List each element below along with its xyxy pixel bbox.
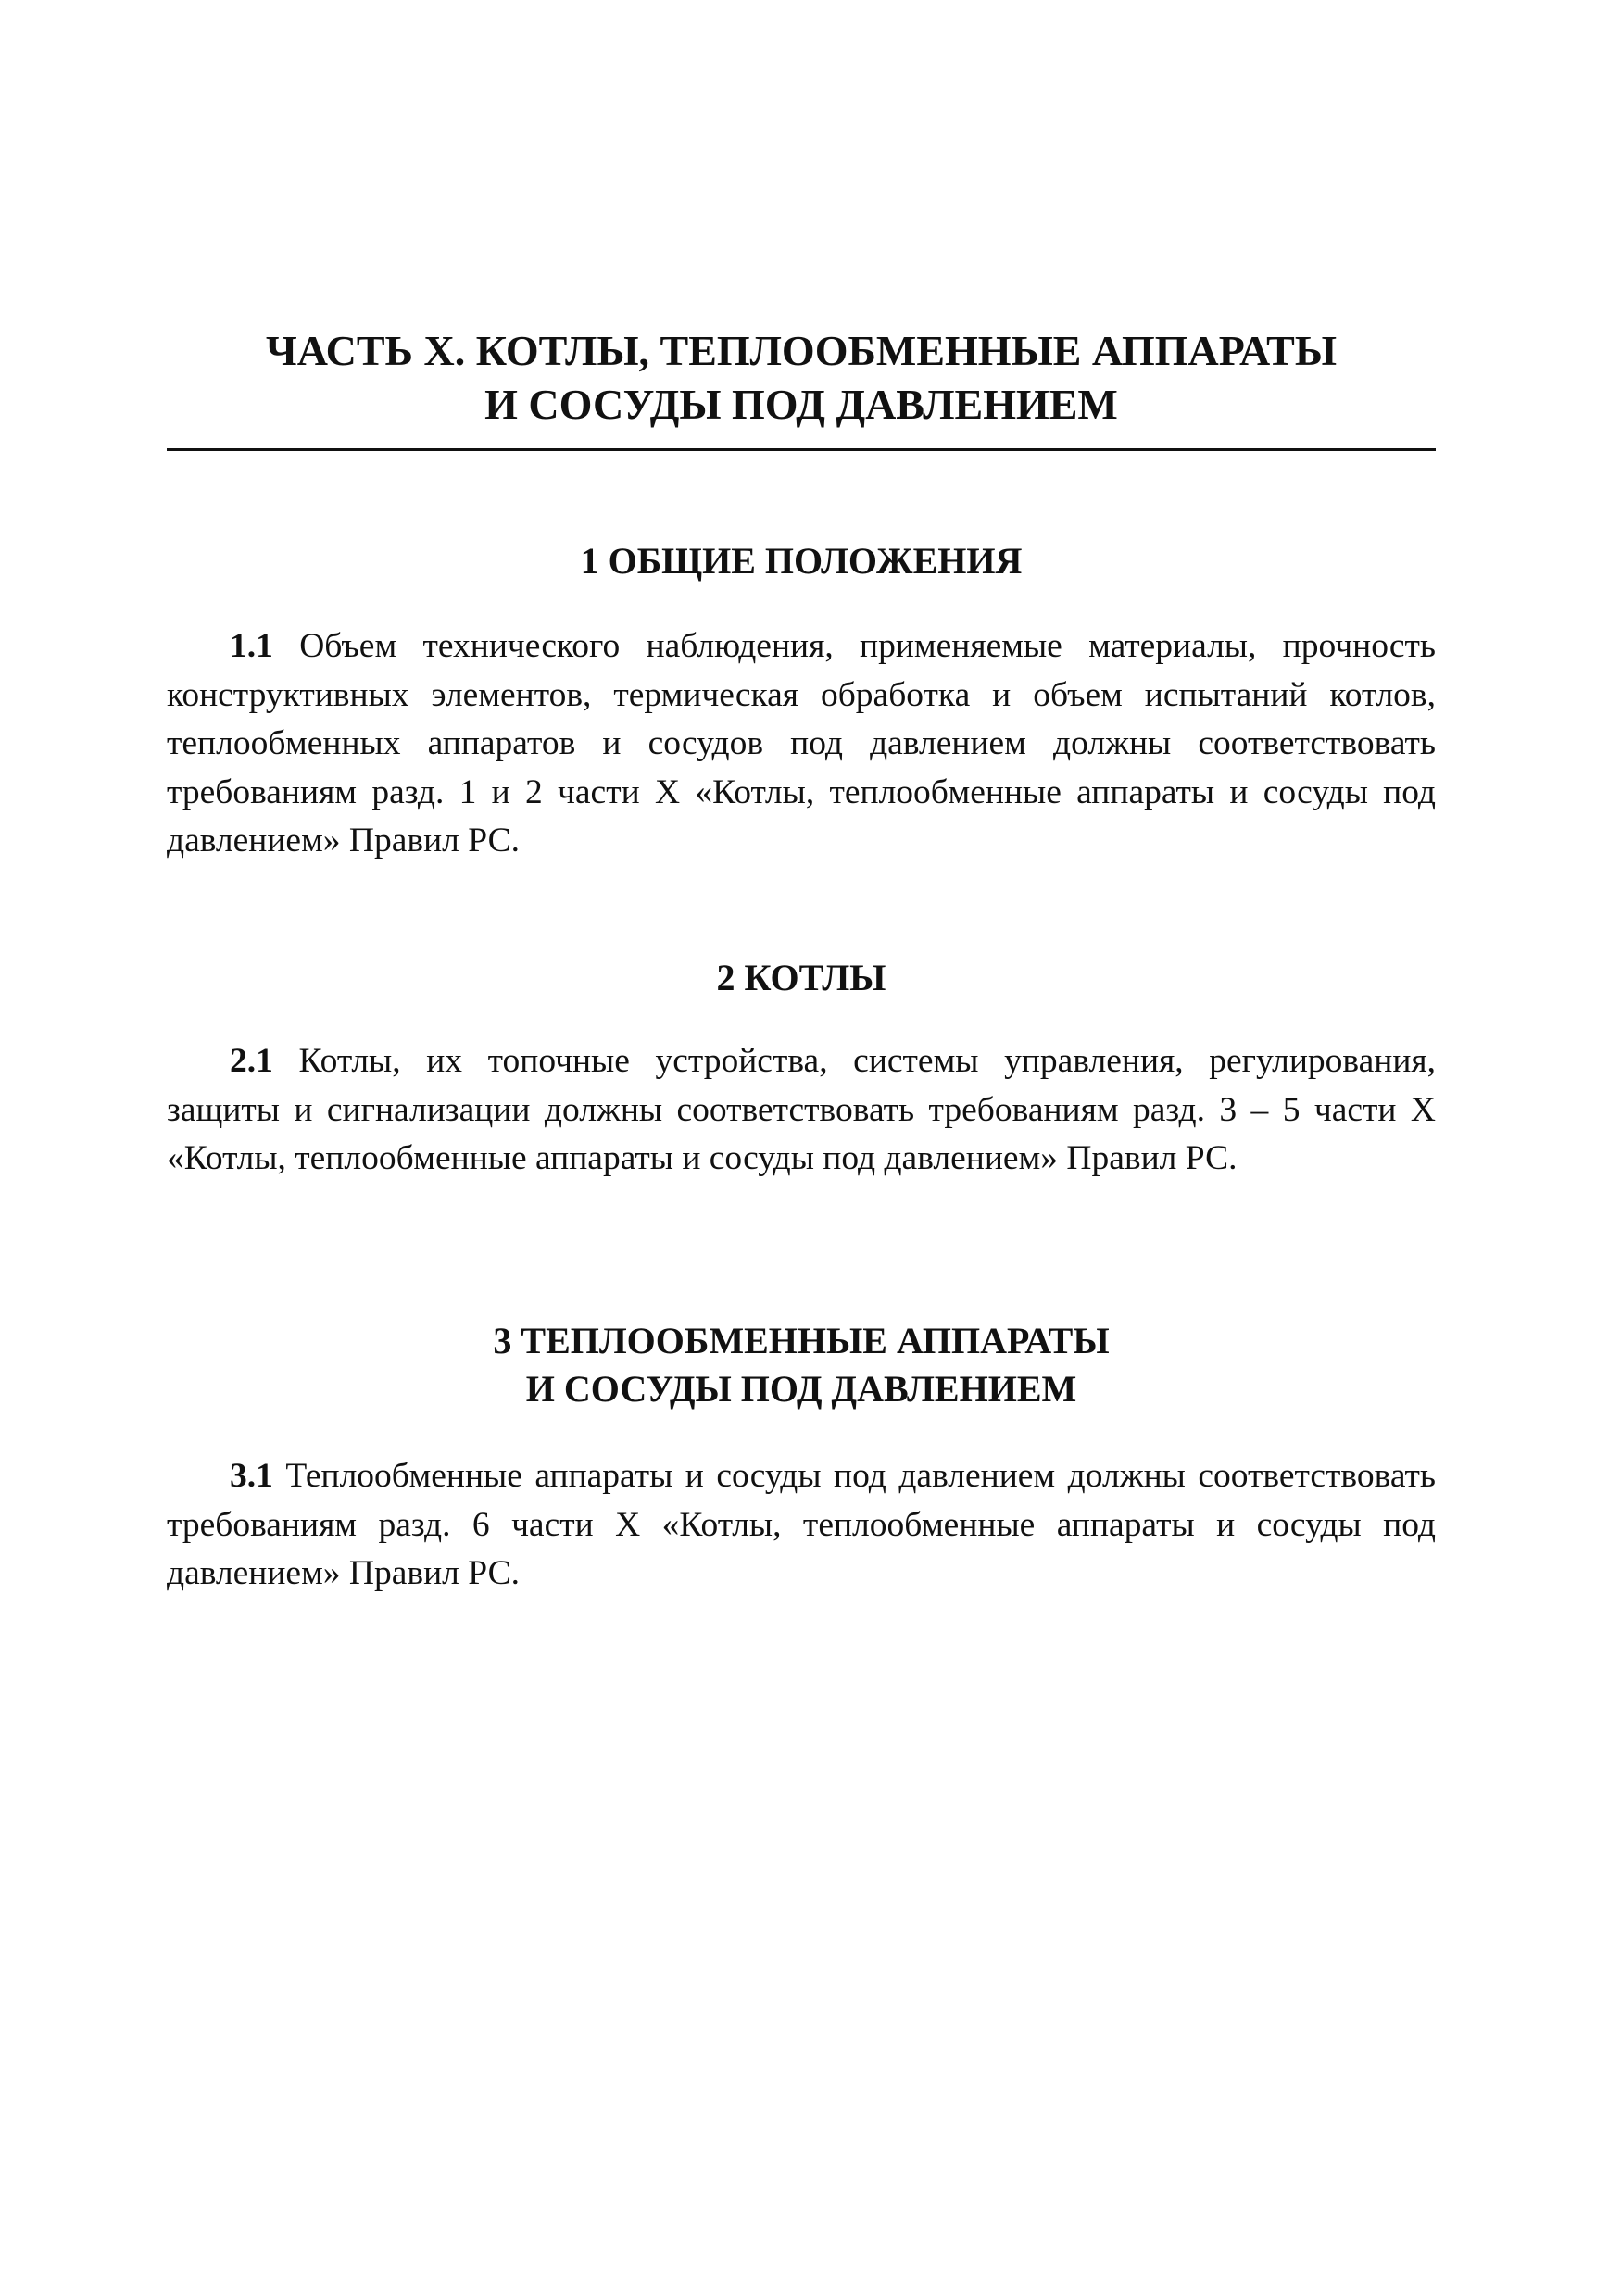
paragraph-number: 3.1	[230, 1457, 273, 1495]
section-1-heading	[167, 537, 1436, 585]
section-3-heading-line-1: 3 ТЕПЛООБМЕННЫЕ АППАРАТЫ	[493, 1320, 1110, 1361]
section-1-heading-line: 1 ОБЩИЕ ПОЛОЖЕНИЯ	[580, 540, 1023, 582]
part-title-line-2: И СОСУДЫ ПОД ДАВЛЕНИЕМ	[484, 381, 1118, 428]
paragraph-text: Теплообменные аппараты и сосуды под давлением должны соответствовать требованиям разд. 6 части X «Котлы, теплообменные аппараты и сосуды под давлением» Правил РС.	[167, 1457, 1437, 1592]
section-2-heading-line: 2 КОТЛЫ	[716, 957, 886, 998]
paragraph-number: 2.1	[230, 1042, 273, 1080]
section-1-paragraph	[167, 622, 1436, 866]
part-title-line-1: ЧАСТЬ X. КОТЛЫ, ТЕПЛООБМЕННЫЕ АППАРАТЫ	[265, 327, 1338, 374]
title-divider	[167, 448, 1436, 451]
section-3-paragraph	[167, 1452, 1436, 1599]
paragraph-text: Объем технического наблюдения, применяемые материалы, прочность конструктивных элементов, термическая обработка и объем испытаний котлов, теплообменных аппаратов и сосудов под давлением должны соответствовать требованиям разд. 1 и 2 части X «Котлы, теплообменные аппараты и сосуды под давлением» Правил РС.	[167, 627, 1437, 859]
part-title	[167, 324, 1436, 432]
paragraph-number: 1.1	[230, 627, 273, 665]
paragraph-text: Котлы, их топочные устройства, системы управления, регулирования, защиты и сигнализации должны соответствовать требованиям разд. 3 – 5 части X «Котлы, теплообменные аппараты и сосуды под давлением» Правил РС.	[167, 1042, 1437, 1177]
section-2-heading	[167, 954, 1436, 1002]
section-3-heading	[167, 1317, 1436, 1413]
section-2-paragraph	[167, 1037, 1436, 1184]
section-3-heading-line-2: И СОСУДЫ ПОД ДАВЛЕНИЕМ	[525, 1368, 1077, 1410]
